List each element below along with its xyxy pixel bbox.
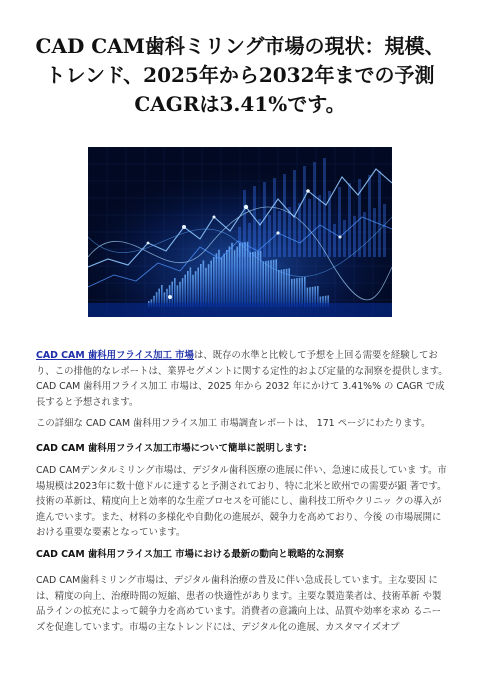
section-heading-trends: CAD CAM 歯科用フライス加工 市場における最新の動向と戦略的な洞察 [36, 549, 344, 560]
section-body-trends: CAD CAM歯科ミリング市場は、デジタル歯科治療の普及に伴い急成長しています。主な要因 には、精度の向上、治療時間の短縮、患者の快適性があります。主要な製造業者は、技術革新 や製品ラインの拡充によって競争力を高めています。消費者の意識向上は、品質や効率を求め るニーズを促進しています。市場の主なトレンドには、デジタル化の進展、カスタマイズオプ [36, 575, 442, 633]
pages-note: この詳細な CAD CAM 歯科用フライス加工 市場調査レポートは、 171 ページにわたります。 [36, 418, 431, 429]
intro-paragraph [36, 348, 448, 410]
finance-graph-illustration [88, 147, 392, 317]
section-heading-overview: CAD CAM 歯科用フライス加工市場について簡単に説明します: [36, 443, 307, 454]
page-title: CAD CAM歯科ミリング市場の現状：規模、トレンド、2025年から2032年までの予測CAGRは3.41%です。 [35, 34, 445, 116]
market-report-link[interactable]: CAD CAM 歯科用フライス加工 市場 [36, 350, 194, 361]
section-body-overview: CAD CAMデンタルミリング市場は、デジタル歯科医療の進展に伴い、急速に成長していま す。市場規模は2023年に数十億ドルに達すると予測されており、特に北米と欧州での需要が顕 著です。技術の革新は、精度向上と効率的な生産プロセスを可能にし、歯科技工所やクリニッ クの導入が進んでいます。また、材料の多様化や自動化の進展が、競争力を高めており、今後 の市場展開における重要な要素となっています。 [36, 465, 447, 539]
hero-image [88, 147, 392, 317]
intro-text: は、既存の水準と比較して予想を上回る需要を経験しており、この排他的なレポートは、業界セグメントに関する定性的および定量的な洞察を提供します。 CAD CAM 歯科用フライス加工 市場は、2025 年から 2032 年にかけて 3.41%% の CAGR で成長すると予想されます。 [36, 350, 448, 408]
